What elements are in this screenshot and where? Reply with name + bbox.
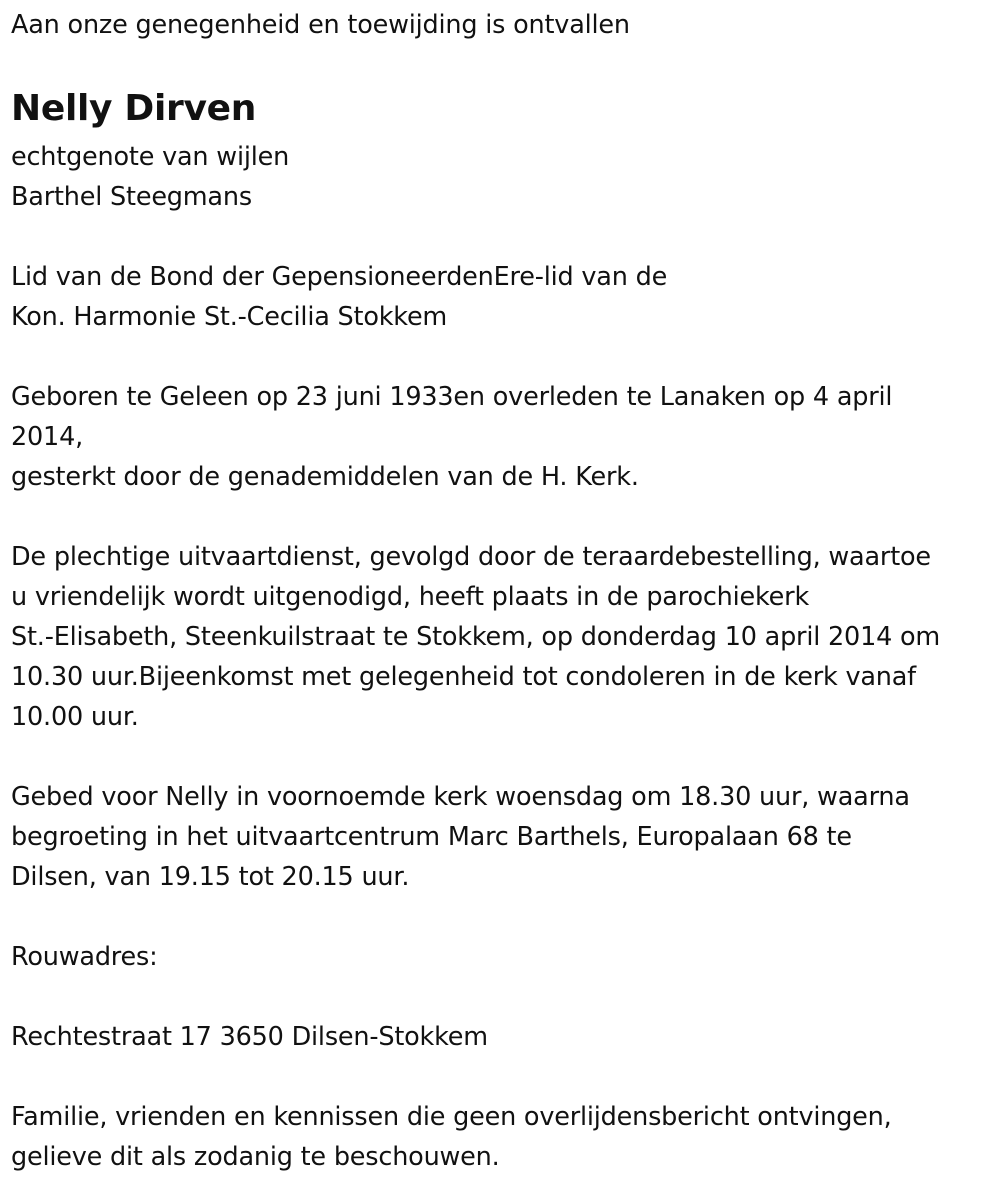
prayer-line-1: Gebed voor Nelly in voornoemde kerk woensdag om 18.30 uur, waarna bbox=[11, 782, 910, 812]
obituary-notice bbox=[11, 0, 991, 1177]
spouse-line-2: Barthel Steegmans bbox=[11, 182, 252, 212]
prayer-line-3: Dilsen, van 19.15 tot 20.15 uur. bbox=[11, 862, 410, 892]
spacer bbox=[11, 737, 991, 777]
spacer bbox=[11, 217, 991, 257]
funeral-line-5: 10.00 uur. bbox=[11, 702, 139, 732]
spouse-line-1: echtgenote van wijlen bbox=[11, 142, 290, 172]
funeral-line-1: De plechtige uitvaartdienst, gevolgd door de teraardebestelling, waartoe bbox=[11, 542, 931, 572]
spacer bbox=[11, 977, 991, 1017]
birth-death-line-3: gesterkt door de genademiddelen van de H. Kerk. bbox=[11, 462, 639, 492]
closing-line-2: gelieve dit als zodanig te beschouwen. bbox=[11, 1142, 500, 1172]
funeral-line-4: 10.30 uur.Bijeenkomst met gelegenheid tot condoleren in de kerk vanaf bbox=[11, 662, 916, 692]
address: Rechtestraat 17 3650 Dilsen-Stokkem bbox=[11, 1022, 488, 1052]
funeral-line-3: St.-Elisabeth, Steenkuilstraat te Stokkem, op donderdag 10 april 2014 om bbox=[11, 622, 941, 652]
funeral-line-2: u vriendelijk wordt uitgenodigd, heeft plaats in de parochiekerk bbox=[11, 582, 810, 612]
spacer bbox=[11, 897, 991, 937]
address-label: Rouwadres: bbox=[11, 942, 158, 972]
prayer-line-2: begroeting in het uitvaartcentrum Marc Barthels, Europalaan 68 te bbox=[11, 822, 852, 852]
birth-death-line-2: 2014, bbox=[11, 422, 84, 452]
membership-line-1: Lid van de Bond der GepensioneerdenEre-lid van de bbox=[11, 262, 668, 292]
spacer bbox=[11, 497, 991, 537]
deceased-name: Nelly Dirven bbox=[11, 88, 257, 129]
spacer bbox=[11, 1057, 991, 1097]
intro-text: Aan onze genegenheid en toewijding is ontvallen bbox=[11, 10, 630, 40]
membership-line-2: Kon. Harmonie St.-Cecilia Stokkem bbox=[11, 302, 448, 332]
closing-line-1: Familie, vrienden en kennissen die geen overlijdensbericht ontvingen, bbox=[11, 1102, 892, 1132]
birth-death-line-1: Geboren te Geleen op 23 juni 1933en overleden te Lanaken op 4 april bbox=[11, 382, 893, 412]
spacer bbox=[11, 337, 991, 377]
